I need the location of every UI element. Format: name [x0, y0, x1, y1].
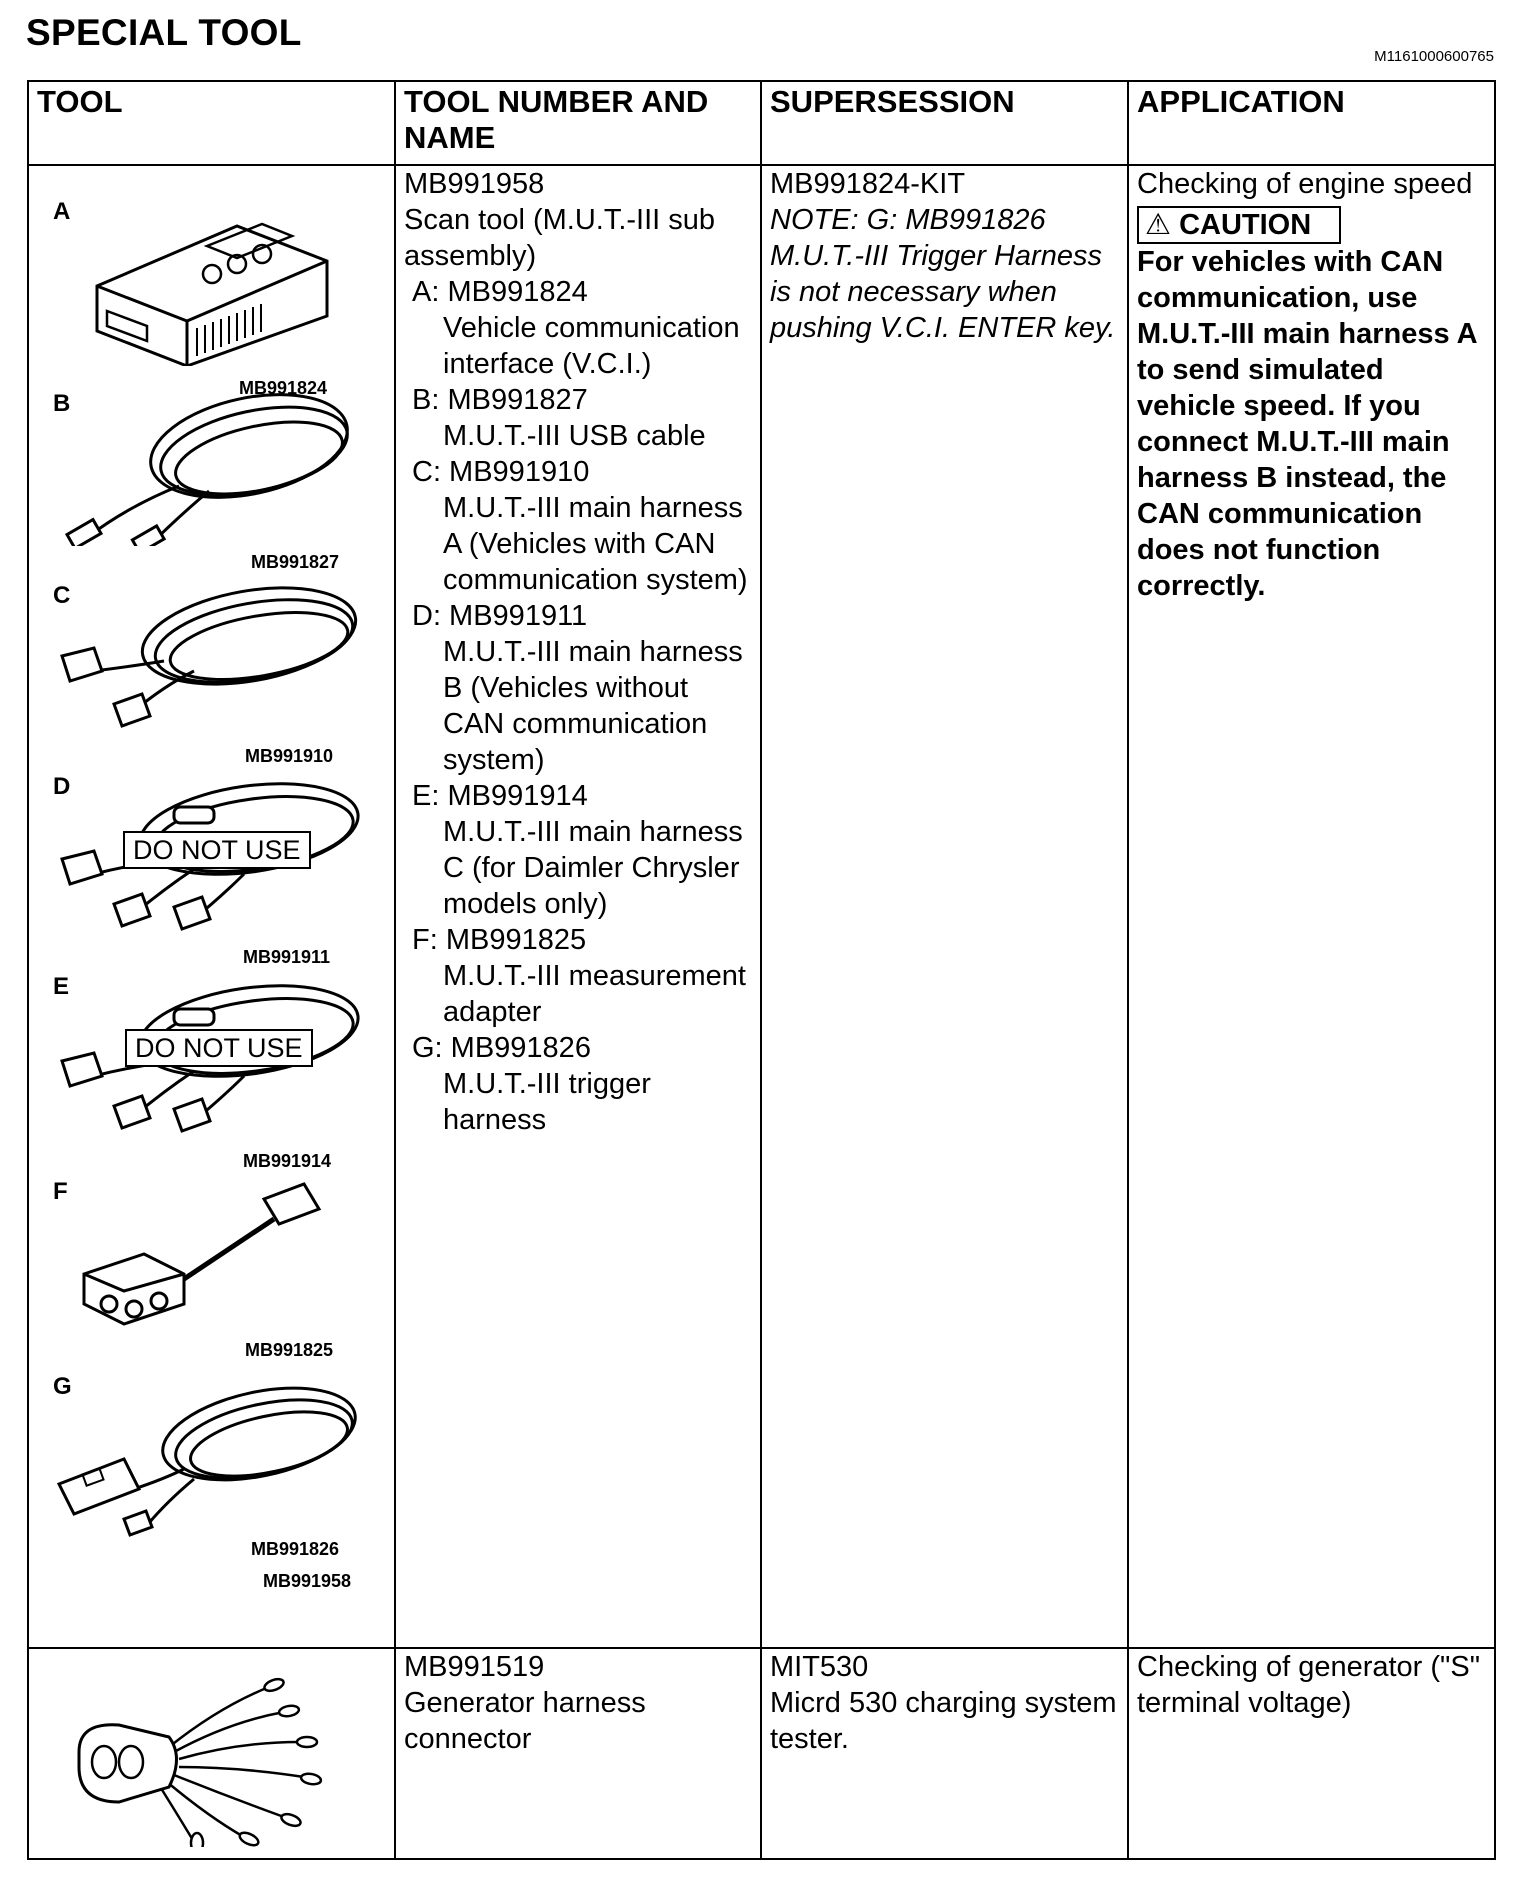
header-supersession: SUPERSESSION	[761, 81, 1128, 165]
figure-letter: B	[53, 390, 71, 417]
table-row	[28, 165, 1495, 1648]
figure-part-number: MB991825	[245, 1340, 334, 1360]
list-item: C: MB991910 M.U.T.-III main harness A (Vehicles with CAN communication system)	[412, 456, 748, 596]
tool-number-and-name-cell	[395, 1648, 761, 1859]
vci-unit-icon	[87, 216, 337, 366]
table-header-row	[28, 81, 1495, 165]
figure-g	[29, 1369, 394, 1599]
do-not-use-label: DO NOT USE	[125, 1029, 313, 1067]
application-cell	[1128, 1648, 1495, 1859]
usb-cable-icon	[59, 386, 359, 546]
caution-label: CAUTION	[1179, 209, 1312, 241]
figure-letter: F	[53, 1178, 68, 1205]
figure-a	[29, 186, 394, 398]
figure-b	[29, 386, 394, 576]
tool-name: Generator harness connector	[404, 1687, 646, 1755]
measurement-adapter-icon	[74, 1179, 334, 1329]
caution-text: For vehicles with CAN communication, use M.U.T.-III main harness A to send simulated vehicle speed. If you connect M.U.T.-III main harness B instead, the CAN communication does not function correctly.	[1137, 246, 1477, 602]
generator-harness-connector-icon	[69, 1667, 349, 1847]
figure-letter: C	[53, 582, 71, 609]
header-application: APPLICATION	[1128, 81, 1495, 165]
supersession-note: NOTE: G: MB991826 M.U.T.-III Trigger Harness is not necessary when pushing V.C.I. ENTER key.	[770, 204, 1116, 344]
tool-number: MB991958	[404, 168, 545, 200]
figure-part-number: MB991914	[243, 1151, 332, 1171]
header-tool-number-and-name: TOOL NUMBER AND NAME	[395, 81, 761, 165]
list-item: D: MB991911 M.U.T.-III main harness B (Vehicles without CAN communication system)	[412, 600, 743, 776]
supersession-cell	[761, 1648, 1128, 1859]
supersession-cell	[761, 165, 1128, 1648]
document-id: M1161000600765	[1374, 48, 1494, 65]
tool-illustration-cell	[28, 1648, 395, 1859]
figure-c	[29, 576, 394, 769]
figure-part-number: MB991827	[251, 552, 340, 572]
supersession-number: MB991824-KIT	[770, 168, 966, 200]
tool-illustrations-cell	[28, 165, 395, 1648]
figure-f	[29, 1174, 394, 1369]
kit-part-number: MB991958	[263, 1571, 352, 1591]
figure-d	[29, 769, 394, 969]
warning-triangle-icon: ⚠	[1145, 209, 1171, 241]
list-item: G: MB991826 M.U.T.-III trigger harness	[412, 1032, 651, 1136]
tool-number-and-name-cell	[395, 165, 761, 1648]
tool-number: MB991519	[404, 1651, 545, 1683]
figure-part-number: MB991826	[251, 1539, 340, 1559]
tool-name: Scan tool (M.U.T.-III sub assembly)	[404, 204, 716, 272]
caution-badge	[1137, 206, 1341, 244]
application-text: Checking of engine speed	[1137, 168, 1473, 200]
figure-e	[29, 969, 394, 1174]
figure-letter: E	[53, 973, 70, 1000]
header-tool: TOOL	[28, 81, 395, 165]
trigger-harness-icon	[54, 1379, 364, 1539]
kit-component-list	[404, 274, 752, 1138]
list-item: F: MB991825 M.U.T.-III measurement adapter	[412, 924, 746, 1028]
application-cell	[1128, 165, 1495, 1648]
application-text: Checking of generator ("S" terminal voltage)	[1137, 1651, 1480, 1719]
main-harness-icon	[54, 586, 364, 736]
figure-part-number: MB991910	[245, 746, 334, 766]
figure-part-number: MB991824	[239, 378, 328, 398]
figure-letter: A	[53, 198, 71, 225]
special-tool-table	[27, 80, 1496, 1860]
figure-letter: G	[53, 1373, 72, 1400]
table-row	[28, 1648, 1495, 1859]
figure-part-number: MB991911	[243, 947, 331, 967]
supersession-number: MIT530	[770, 1651, 869, 1683]
list-item: B: MB991827 M.U.T.-III USB cable	[412, 384, 706, 452]
list-item: E: MB991914 M.U.T.-III main harness C (for Daimler Chrysler models only)	[412, 780, 743, 920]
list-item: A: MB991824 Vehicle communication interface (V.C.I.)	[412, 276, 740, 380]
supersession-description: Micrd 530 charging system tester.	[770, 1687, 1117, 1755]
do-not-use-label: DO NOT USE	[123, 831, 311, 869]
figure-letter: D	[53, 773, 71, 800]
page-title: SPECIAL TOOL	[26, 12, 302, 53]
